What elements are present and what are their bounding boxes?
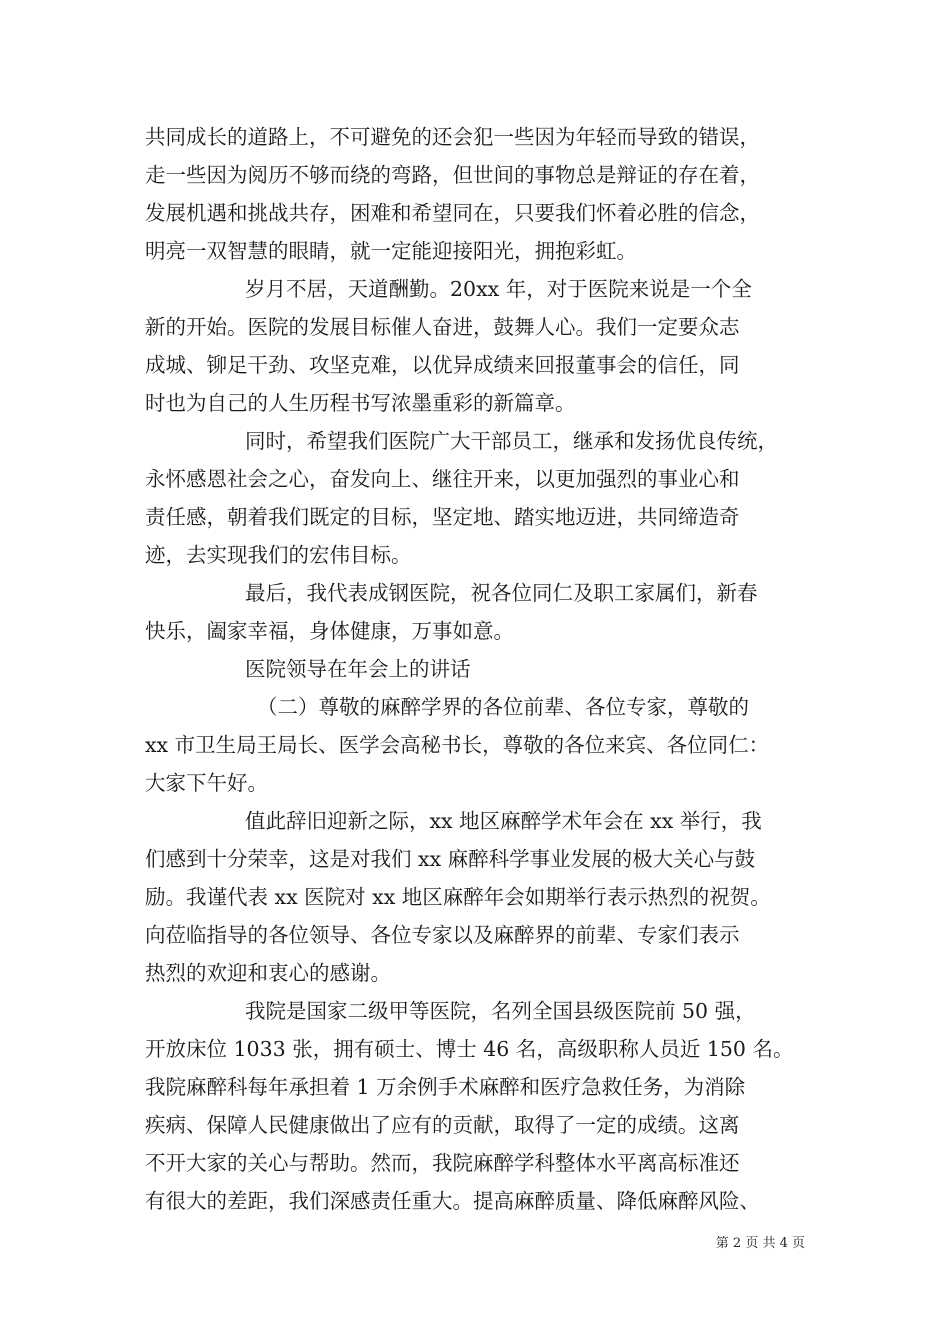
text-line: 热烈的欢迎和衷心的感谢。 <box>145 961 391 985</box>
section-title: 医院领导在年会上的讲话 <box>245 657 471 681</box>
paragraph-start-line: 值此辞旧迎新之际，xx 地区麻醉学术年会在 xx 举行，我 <box>245 809 762 833</box>
text-line: 发展机遇和挑战共存，困难和希望同在，只要我们怀着必胜的信念， <box>145 201 760 225</box>
text-line: 迹，去实现我们的宏伟目标。 <box>145 543 412 567</box>
text-line: 我院麻醉科每年承担着 1 万余例手术麻醉和医疗急救任务，为消除 <box>145 1075 746 1099</box>
text-line: 大家下午好。 <box>145 771 268 795</box>
text-line: 共同成长的道路上，不可避免的还会犯一些因为年轻而导致的错误， <box>145 125 760 149</box>
text-line: 向莅临指导的各位领导、各位专家以及麻醉界的前辈、专家们表示 <box>145 923 740 947</box>
text-line: 永怀感恩社会之心，奋发向上、继往开来，以更加强烈的事业心和 <box>145 467 740 491</box>
text-line: 新的开始。医院的发展目标催人奋进，鼓舞人心。我们一定要众志 <box>145 315 740 339</box>
text-line: 励。我谨代表 xx 医院对 xx 地区麻醉年会如期举行表示热烈的祝贺。 <box>145 885 771 909</box>
paragraph-start-line: 我院是国家二级甲等医院，名列全国县级医院前 50 强， <box>245 999 756 1023</box>
text-line: 时也为自己的人生历程书写浓墨重彩的新篇章。 <box>145 391 576 415</box>
text-line: 明亮一双智慧的眼睛，就一定能迎接阳光，拥抱彩虹。 <box>145 239 637 263</box>
text-line: 快乐，阖家幸福，身体健康，万事如意。 <box>145 619 514 643</box>
text-line: 成城、铆足干劲、攻坚克难，以优异成绩来回报董事会的信任，同 <box>145 353 740 377</box>
text-line: 们感到十分荣幸，这是对我们 xx 麻醉科学事业发展的极大关心与鼓 <box>145 847 756 871</box>
document-body <box>145 118 825 1220</box>
paragraph-start-line: 同时，希望我们医院广大干部员工，继承和发扬优良传统， <box>245 429 778 453</box>
text-line: 有很大的差距，我们深感责任重大。提高麻醉质量、降低麻醉风险、 <box>145 1189 760 1213</box>
text-line: xx 市卫生局王局长、医学会高秘书长，尊敬的各位来宾、各位同仁： <box>145 733 770 757</box>
paragraph-start-line: 岁月不居，天道酬勤。20xx 年，对于医院来说是一个全 <box>245 277 752 301</box>
text-line: 不开大家的关心与帮助。然而，我院麻醉学科整体水平离高标准还 <box>145 1151 740 1175</box>
text-line: 走一些因为阅历不够而绕的弯路，但世间的事物总是辩证的存在着， <box>145 163 760 187</box>
text-line: 开放床位 1033 张，拥有硕士、博士 46 名，高级职称人员近 150 名。 <box>145 1037 794 1061</box>
page-number-footer: 第 2 页 共 4 页 <box>715 1236 805 1251</box>
text-line: 疾病、保障人民健康做出了应有的贡献，取得了一定的成绩。这离 <box>145 1113 740 1137</box>
paragraph-start-line: 最后，我代表成钢医院，祝各位同仁及职工家属们，新春 <box>245 581 758 605</box>
paragraph-start-line: （二）尊敬的麻醉学界的各位前辈、各位专家，尊敬的 <box>257 695 749 719</box>
text-line: 责任感，朝着我们既定的目标，坚定地、踏实地迈进，共同缔造奇 <box>145 505 740 529</box>
